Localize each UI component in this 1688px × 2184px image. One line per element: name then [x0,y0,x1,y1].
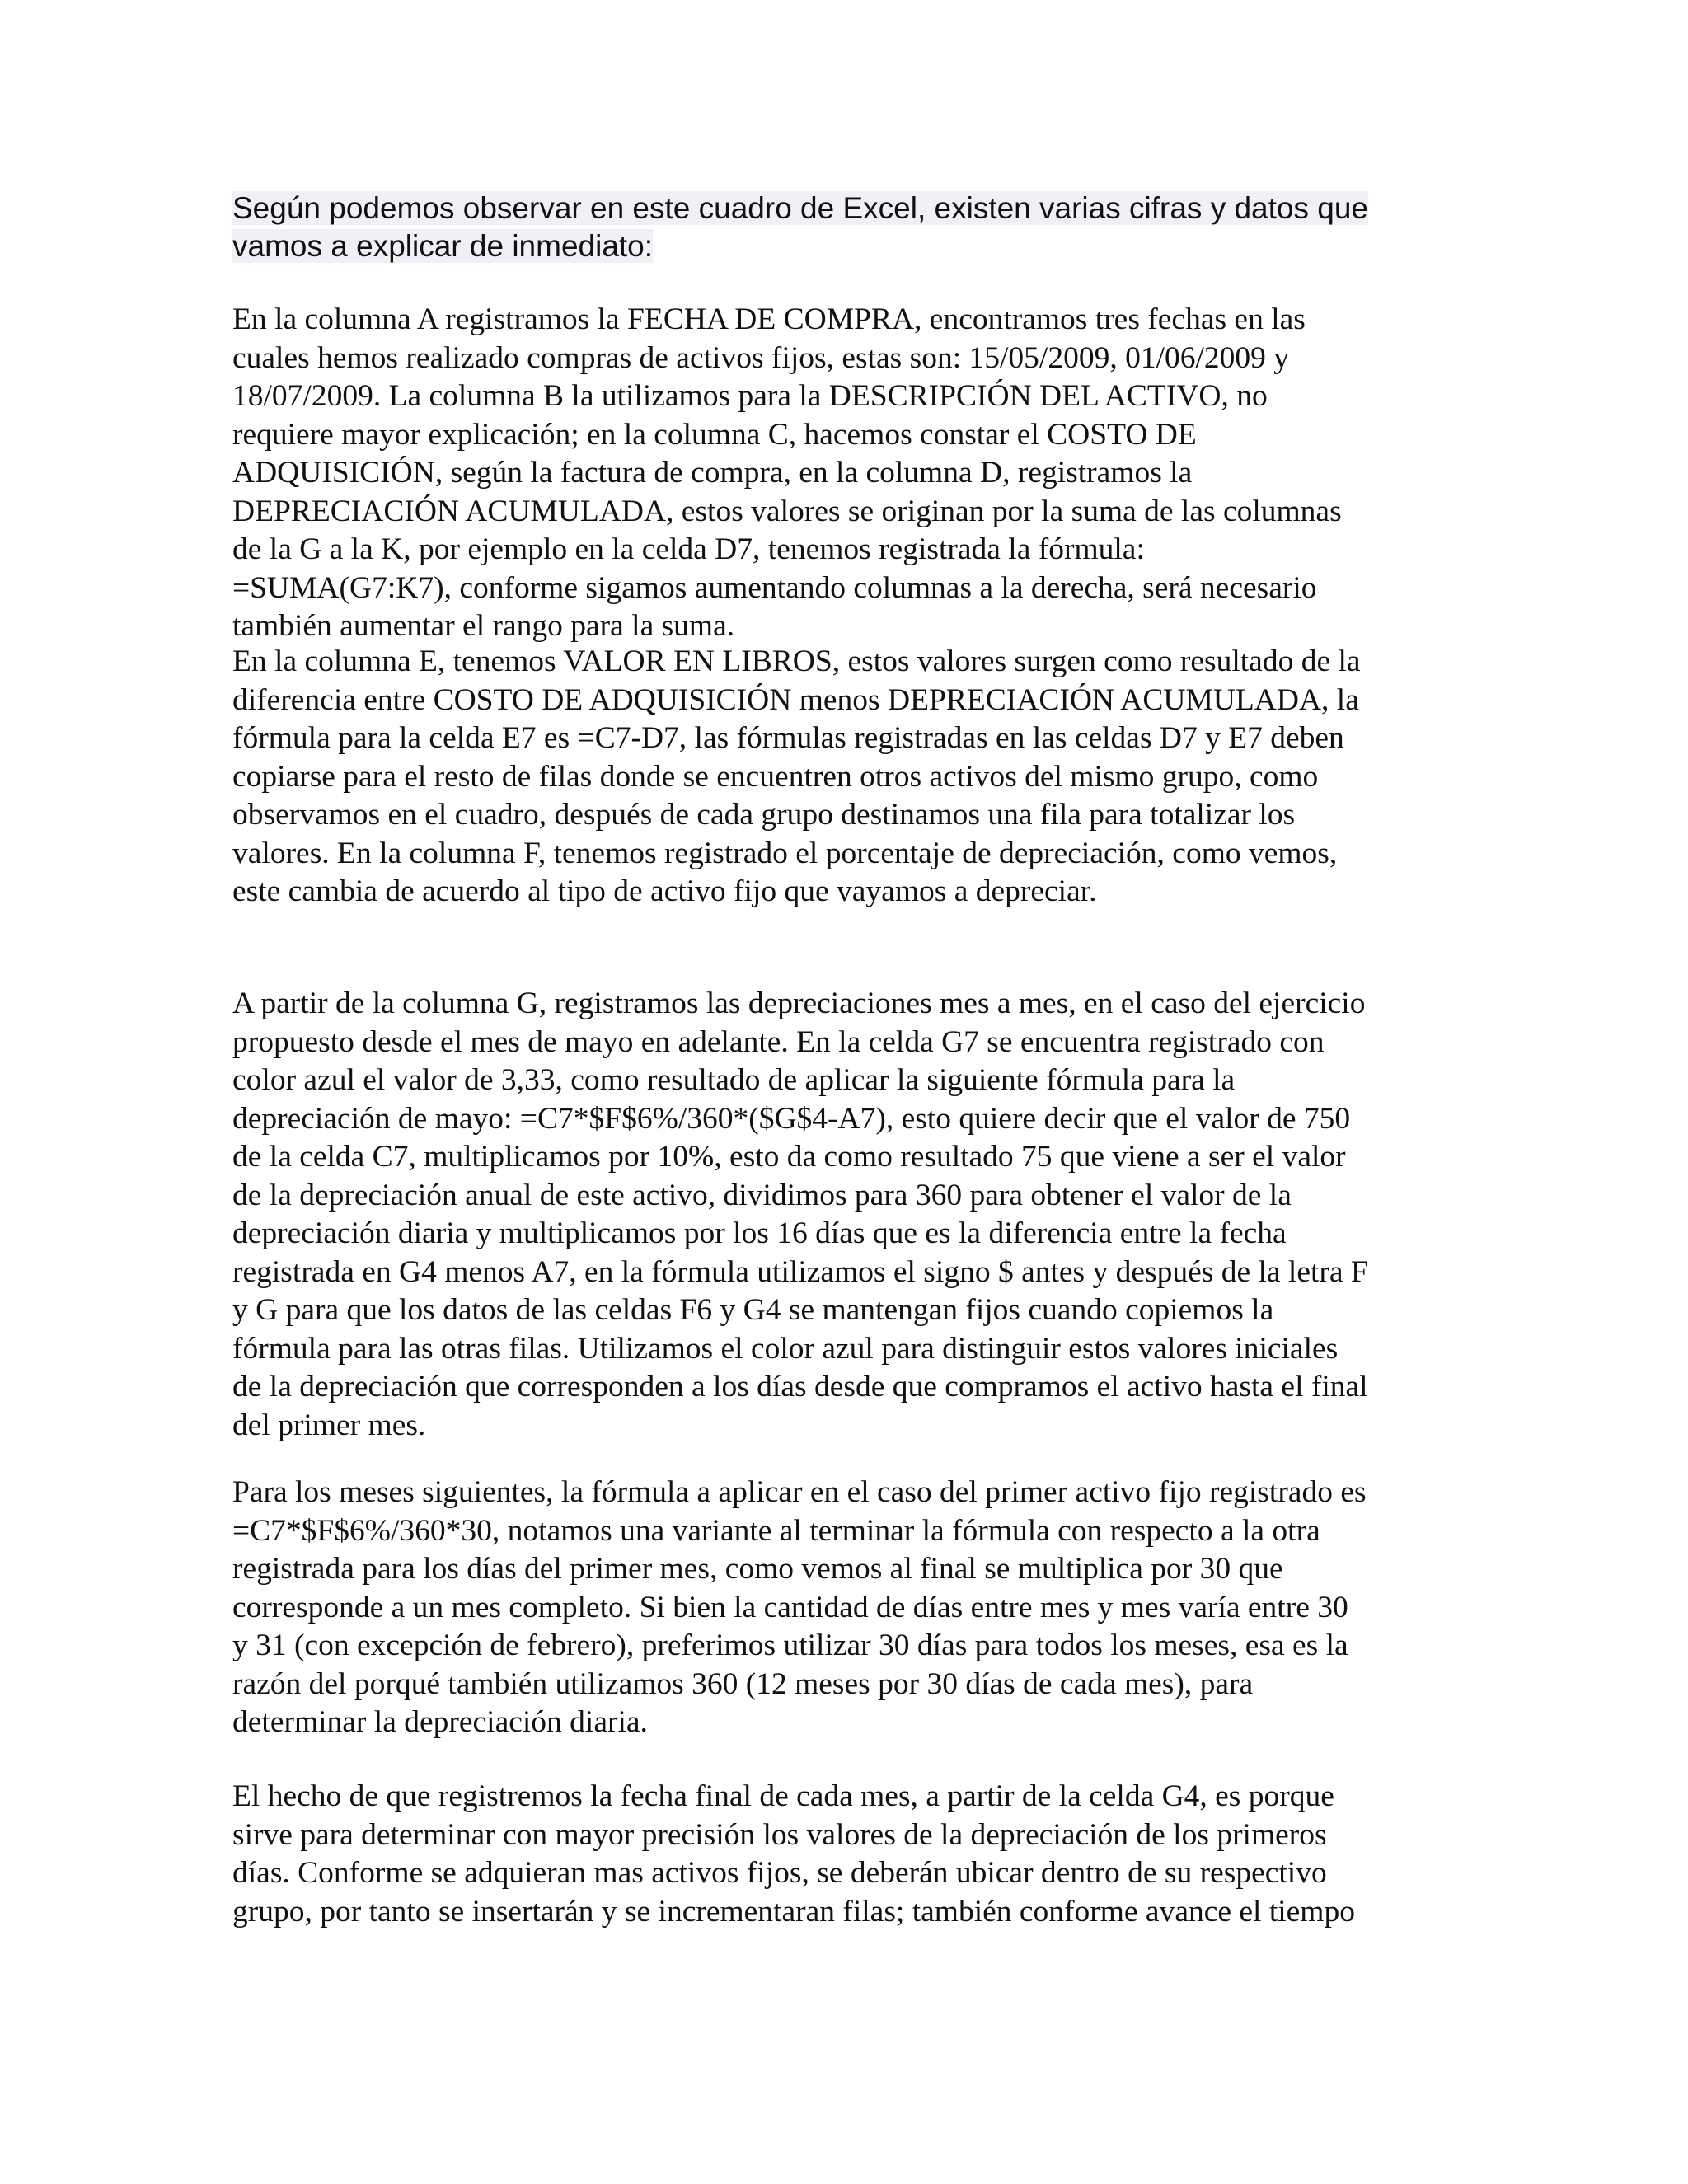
text-line: de la celda C7, multiplicamos por 10%, esto da como resultado 75 que viene a ser el valor [232,1140,1346,1174]
paragraph-column-g [232,985,1436,1445]
paragraph-columns-e-f [232,643,1436,912]
text-line: =SUMA(G7:K7), conforme sigamos aumentando columnas a la derecha, será necesario [232,570,1317,605]
text-line: observamos en el cuadro, después de cada grupo destinamos una fila para totalizar los [232,798,1296,832]
text-line: fórmula para la celda E7 es =C7-D7, las fórmulas registradas en las celdas D7 y E7 deben [232,721,1344,755]
text-line: grupo, por tanto se insertarán y se incrementaran filas; también conforme avance el tiempo [232,1894,1355,1929]
text-line: del primer mes. [232,1408,426,1442]
text-line: razón del porqué también utilizamos 360 (12 meses por 30 días de cada mes), para [232,1666,1254,1701]
text-line: valores. En la columna F, tenemos registrado el porcentaje de depreciación, como vemos, [232,836,1338,870]
paragraph-following-months [232,1474,1436,1742]
text-line: de la G a la K, por ejemplo en la celda D7, tenemos registrada la fórmula: [232,532,1145,566]
text-line: El hecho de que registremos la fecha final de cada mes, a partir de la celda G4, es porque [232,1779,1334,1813]
text-line: y 31 (con excepción de febrero), preferimos utilizar 30 días para todos los meses, esa es la [232,1629,1348,1662]
intro-paragraph [232,190,1419,265]
text-line: color azul el valor de 3,33, como resultado de aplicar la siguiente fórmula para la [232,1063,1236,1097]
text-line: también aumentar el rango para la suma. [232,609,735,643]
text-line: =C7*$F$6%/360*30, notamos una variante al terminar la fórmula con respecto a la otra [232,1513,1320,1548]
paragraph-end-of-month-dates [232,1778,1436,1931]
text-line: depreciación de mayo: =C7*$F$6%/360*($G$4-A7), esto quiere decir que el valor de 750 [232,1101,1351,1136]
text-line: y G para que los datos de las celdas F6 y G4 se mantengan fijos cuando copiemos la [232,1293,1274,1327]
text-line: determinar la depreciación diaria. [232,1705,648,1739]
text-line: Para los meses siguientes, la fórmula a aplicar en el caso del primer activo fijo registrado es [232,1475,1367,1509]
text-line: sirve para determinar con mayor precisión los valores de la depreciación de los primeros [232,1817,1327,1852]
text-line: DEPRECIACIÓN ACUMULADA, estos valores se originan por la suma de las columnas [232,494,1342,528]
text-line: 18/07/2009. La columna B la utilizamos para la DESCRIPCIÓN DEL ACTIVO, no [232,379,1268,413]
text-line: registrada para los días del primer mes, como vemos al final se multiplica por 30 que [232,1552,1283,1586]
intro-line: vamos a explicar de inmediato: [232,229,654,263]
text-line: de la depreciación que corresponden a los días desde que compramos el activo hasta el final [232,1370,1368,1404]
text-line: registrada en G4 menos A7, en la fórmula utilizamos el signo $ antes y después de la letra F [232,1254,1368,1289]
text-line: días. Conforme se adquieran mas activos fijos, se deberán ubicar dentro de su respectivo [232,1856,1327,1890]
text-line: de la depreciación anual de este activo, dividimos para 360 para obtener el valor de la [232,1178,1292,1212]
text-line: depreciación diaria y multiplicamos por los 16 días que es la diferencia entre la fecha [232,1216,1287,1250]
text-line: copiarse para el resto de filas donde se encuentren otros activos del mismo grupo, como [232,759,1319,794]
intro-line: Según podemos observar en este cuadro de Excel, existen varias cifras y datos que [232,191,1368,225]
text-line: corresponde a un mes completo. Si bien la cantidad de días entre mes y mes varía entre 30 [232,1590,1348,1624]
text-line: fórmula para las otras filas. Utilizamos el color azul para distinguir estos valores iniciales [232,1331,1339,1366]
text-line: cuales hemos realizado compras de activos fijos, estas son: 15/05/2009, 01/06/2009 y [232,340,1290,375]
text-line: diferencia entre COSTO DE ADQUISICIÓN menos DEPRECIACIÓN ACUMULADA, la [232,682,1359,717]
text-line: En la columna A registramos la FECHA DE COMPRA, encontramos tres fechas en las [232,302,1306,336]
text-line: En la columna E, tenemos VALOR EN LIBROS, estos valores surgen como resultado de la [232,644,1361,678]
text-line: este cambia de acuerdo al tipo de activo fijo que vayamos a depreciar. [232,874,1097,908]
paragraph-columns-a-to-d [232,301,1436,646]
text-line: ADQUISICIÓN, según la factura de compra, en la columna D, registramos la [232,456,1193,490]
text-line: A partir de la columna G, registramos las depreciaciones mes a mes, en el caso del ejercicio [232,987,1366,1020]
text-line: propuesto desde el mes de mayo en adelante. En la celda G7 se encuentra registrado con [232,1024,1325,1059]
text-line: requiere mayor explicación; en la columna C, hacemos constar el COSTO DE [232,417,1197,452]
